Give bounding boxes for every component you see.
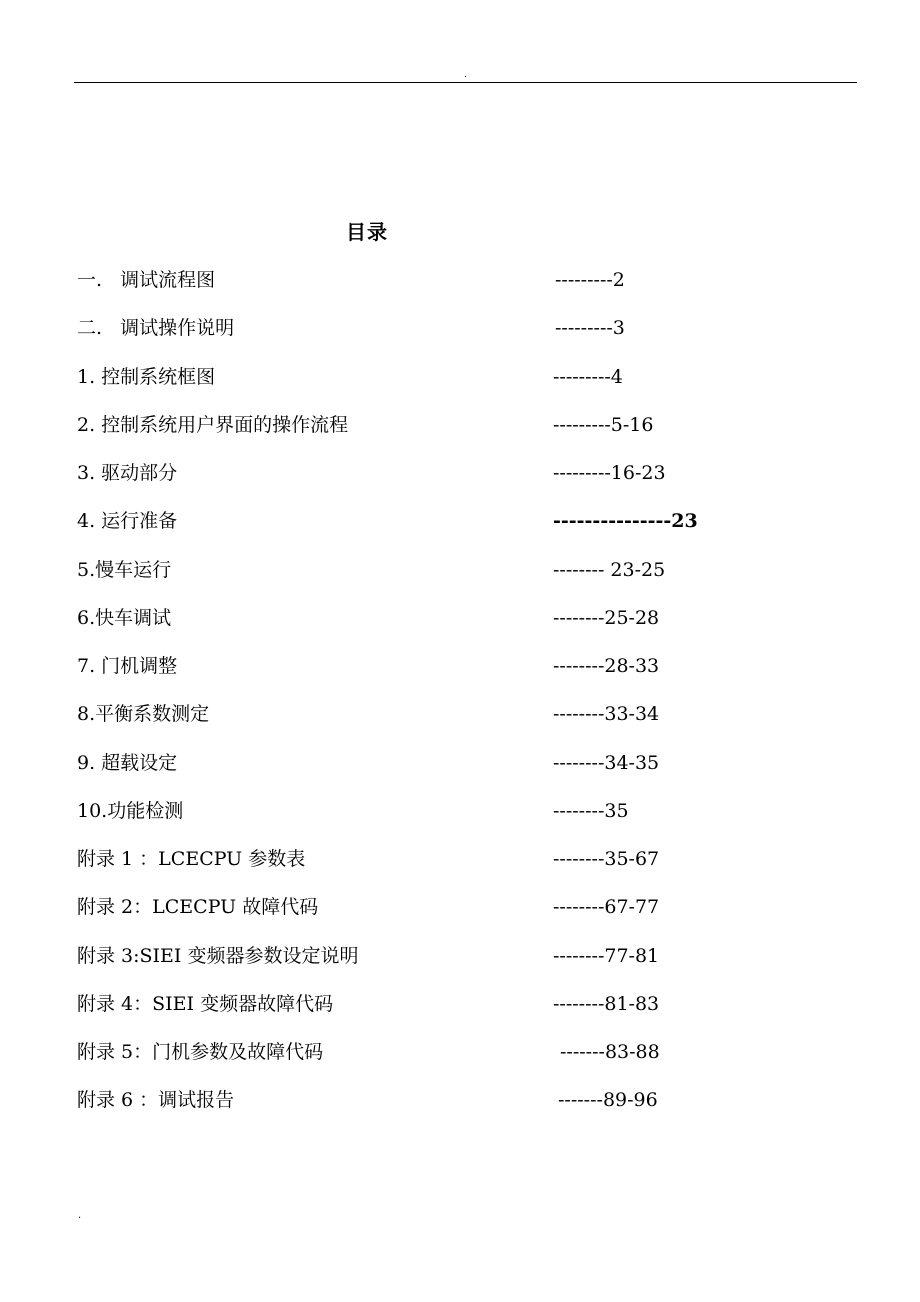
toc-entry — [0, 361, 920, 393]
toc-entry-label: 附录 4：SIEI 变频器故障代码 — [77, 993, 334, 1015]
header-dot: . — [464, 70, 467, 80]
toc-entry-pages: ---------4 — [553, 366, 623, 388]
toc-entry — [0, 940, 920, 972]
toc-entry-pages: -------- 23-25 — [553, 559, 666, 581]
toc-entry-pages: --------77-81 — [553, 945, 660, 967]
footer-dot: . — [78, 1210, 82, 1221]
toc-entry-pages: ---------2 — [555, 269, 625, 291]
toc-entry-label: 10.功能检测 — [77, 800, 184, 822]
toc-entry-label: 4. 运行准备 — [77, 510, 178, 532]
toc-entry-pages: --------33-34 — [553, 703, 660, 725]
toc-entry-label: 附录 2：LCECPU 故障代码 — [77, 896, 319, 918]
toc-entry-label: 6.快车调试 — [77, 607, 172, 629]
toc-entry — [0, 264, 920, 296]
toc-entry-label: 附录 1 ：LCECPU 参数表 — [77, 848, 306, 870]
toc-entry-pages: --------81-83 — [553, 993, 660, 1015]
toc-entry-label: 7. 门机调整 — [77, 655, 178, 677]
toc-entry — [0, 843, 920, 875]
toc-entry — [0, 698, 920, 730]
toc-entry — [0, 650, 920, 682]
toc-entry-label: 5.慢车运行 — [77, 559, 172, 581]
toc-entry-label: 3. 驱动部分 — [77, 462, 178, 484]
toc-entry-pages: --------67-77 — [553, 896, 660, 918]
toc-entry — [0, 1036, 920, 1068]
toc-entry — [0, 602, 920, 634]
toc-entry-pages: --------34-35 — [553, 752, 660, 774]
toc-entry-label: 附录 6 ：调试报告 — [77, 1089, 235, 1111]
toc-entry-label: 2. 控制系统用户界面的操作流程 — [77, 414, 349, 436]
header-rule — [74, 82, 857, 83]
toc-entry-pages: ---------------23 — [553, 510, 698, 532]
toc-entry — [0, 1084, 920, 1116]
toc-entry — [0, 554, 920, 586]
toc-title: 目录 — [346, 220, 388, 244]
toc-entry-label: 8.平衡系数测定 — [77, 703, 210, 725]
toc-entry-pages: ---------16-23 — [553, 462, 666, 484]
toc-entry — [0, 988, 920, 1020]
toc-entry — [0, 457, 920, 489]
toc-entry-pages: --------35-67 — [553, 848, 660, 870]
toc-entry-label: 1. 控制系统框图 — [77, 366, 216, 388]
toc-entry-pages: --------28-33 — [553, 655, 660, 677]
toc-entry-pages: --------35 — [553, 800, 629, 822]
toc-entry-pages: -------89-96 — [558, 1089, 658, 1111]
toc-entry — [0, 505, 920, 537]
toc-entry — [0, 795, 920, 827]
toc-entry-label: 附录 5：门机参数及故障代码 — [77, 1041, 324, 1063]
toc-entry — [0, 312, 920, 344]
toc-entry — [0, 747, 920, 779]
toc-entry-pages: -------83-88 — [560, 1041, 660, 1063]
toc-entry — [0, 409, 920, 441]
toc-entry-label: 附录 3:SIEI 变频器参数设定说明 — [77, 945, 359, 967]
toc-entry-label: 二. 调试操作说明 — [77, 317, 235, 339]
toc-entry-pages: ---------3 — [555, 317, 625, 339]
toc-entry — [0, 891, 920, 923]
toc-entry-pages: ---------5-16 — [553, 414, 654, 436]
toc-entry-label: 一. 调试流程图 — [77, 269, 216, 291]
toc-entry-pages: --------25-28 — [553, 607, 660, 629]
toc-entry-label: 9. 超载设定 — [77, 752, 178, 774]
